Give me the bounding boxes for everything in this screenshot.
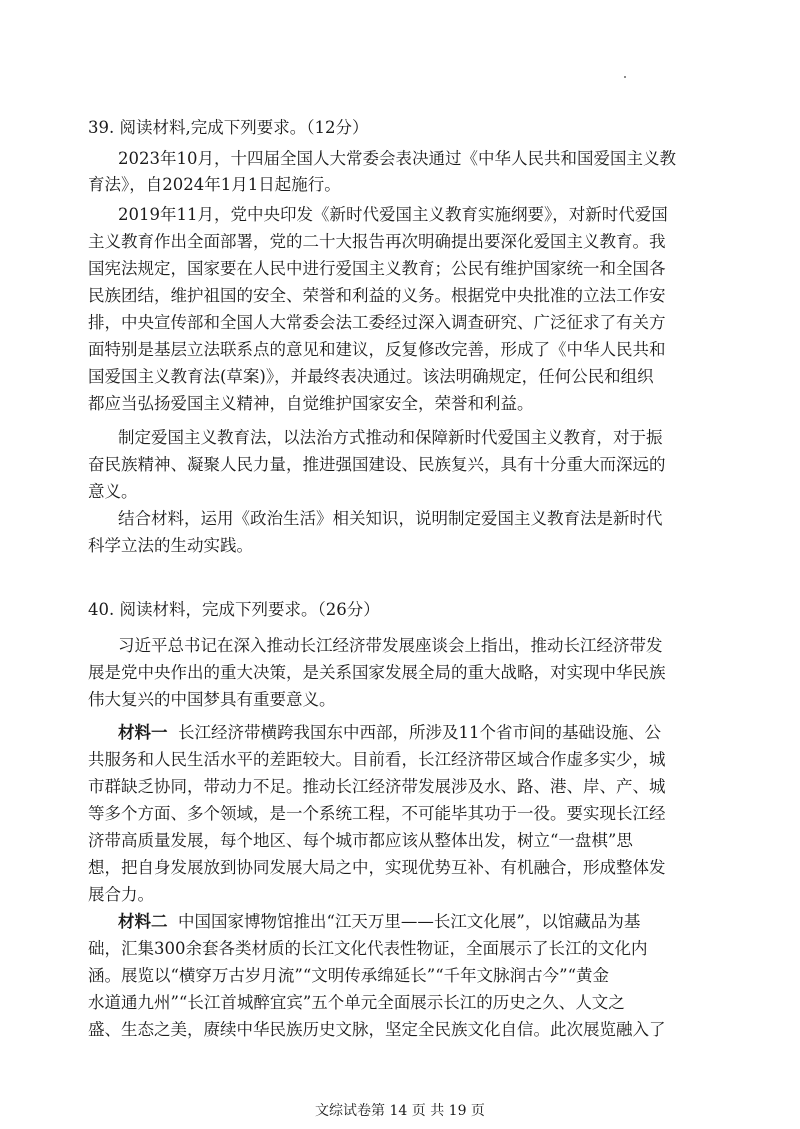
q39-p1-line: 育法》，自2024年1月1日起施行。 — [88, 175, 341, 194]
q39-p2-line: 国爱国主义教育法(草案)》，并最终表决通过。该法明确规定，任何公民和组织 — [88, 367, 654, 386]
scan-speck — [624, 76, 626, 78]
q40-heading: 40. 阅读材料，完成下列要求。（26分） — [88, 600, 380, 619]
q40-intro-line: 展是党中央作出的重大决策，是关系国家发展全局的重大战略，对实现中华民族 — [88, 663, 666, 682]
q40-m2-line: 盛、生态之美，赓续中华民族历史文脉，坚定全民族文化自信。此次展览融入了 — [88, 1020, 666, 1039]
material-1-label: 材料一 — [118, 723, 168, 742]
q40-intro-line: 习近平总书记在深入推动长江经济带发展座谈会上指出，推动长江经济带发 — [118, 636, 663, 655]
q39-p2-line: 面特别是基层立法联系点的意见和建议，反复修改完善，形成了《中华人民共和 — [88, 340, 666, 359]
q39-p2-line: 国宪法规定，国家要在人民中进行爱国主义教育；公民有维护国家统一和全国各 — [88, 259, 666, 278]
q39-p4-line: 科学立法的生动实践。 — [88, 536, 253, 555]
q39-p2-line: 主义教育作出全面部署，党的二十大报告再次明确提出要深化爱国主义教育。我 — [88, 232, 666, 251]
q39-p3-line: 意义。 — [88, 482, 138, 501]
q39-p3-line: 奋民族精神、凝聚人民力量，推进强国建设、民族复兴，具有十分重大而深远的 — [88, 455, 666, 474]
q39-p2-line: 排，中央宣传部和全国人大常委会法工委经过深入调查研究、广泛征求了有关方 — [88, 313, 666, 332]
q40-m1-line: 济带高质量发展，每个地区、每个城市都应该从整体出发，树立“一盘棋”思 — [88, 831, 633, 850]
q39-p2-line: 都应当弘扬爱国主义精神，自觉维护国家安全，荣誉和利益。 — [88, 394, 534, 413]
q40-m2-line: 础，汇集300余套各类材质的长江文化代表性物证，全面展示了长江的文化内 — [88, 939, 648, 958]
q39-p3-line: 制定爱国主义教育法，以法治方式推动和保障新时代爱国主义教育，对于振 — [118, 428, 663, 447]
q39-p2-line: 2019年11月，党中央印发《新时代爱国主义教育实施纲要》，对新时代爱国 — [118, 205, 668, 224]
q39-heading: 39. 阅读材料,完成下列要求。（12分） — [88, 118, 369, 137]
q40-m1-line: 市群缺乏协同，带动力不足。推动长江经济带发展涉及水、路、港、岸、产、城 — [88, 777, 666, 796]
q40-m1-line: 展合力。 — [88, 885, 154, 904]
q40-intro-line: 伟大复兴的中国梦具有重要意义。 — [88, 690, 336, 709]
q40-m1-line: 等多个方面、多个领域，是一个系统工程，不可能毕其功于一役。要实现长江经 — [88, 804, 666, 823]
material-2-text: 中国国家博物馆推出“江天万里——长江文化展”，以馆藏品为基 — [178, 912, 641, 931]
q39-p2-line: 民族团结，维护祖国的安全、荣誉和利益的义务。根据党中央批准的立法工作安 — [88, 286, 666, 305]
material-1-text: 长江经济带横跨我国东中西部，所涉及11个省市间的基础设施、公 — [178, 723, 661, 742]
page-footer: 文综试卷第 14 页 共 19 页 — [315, 1103, 485, 1119]
q39-p4-line: 结合材料，运用《政治生活》相关知识，说明制定爱国主义教育法是新时代 — [118, 509, 663, 528]
q40-m2-line — [118, 912, 738, 932]
q40-m1-line — [118, 723, 738, 743]
q40-m1-line: 想，把自身发展放到协同发展大局之中，实现优势互补、有机融合，形成整体发 — [88, 858, 666, 877]
q40-m1-line: 共服务和人民生活水平的差距较大。目前看，长江经济带区域合作虚多实少，城 — [88, 750, 666, 769]
q40-m2-line: 涵。展览以“横穿万古岁月流”“文明传承绵延长”“千年文脉润古今”“黄金 — [88, 966, 610, 985]
q39-p1-line: 2023年10月，十四届全国人大常委会表决通过《中华人民共和国爱国主义教 — [118, 149, 676, 168]
q40-m2-line: 水道通九州”“长江首城醉宜宾”五个单元全面展示长江的历史之久、人文之 — [88, 993, 625, 1012]
material-2-label: 材料二 — [118, 912, 168, 931]
